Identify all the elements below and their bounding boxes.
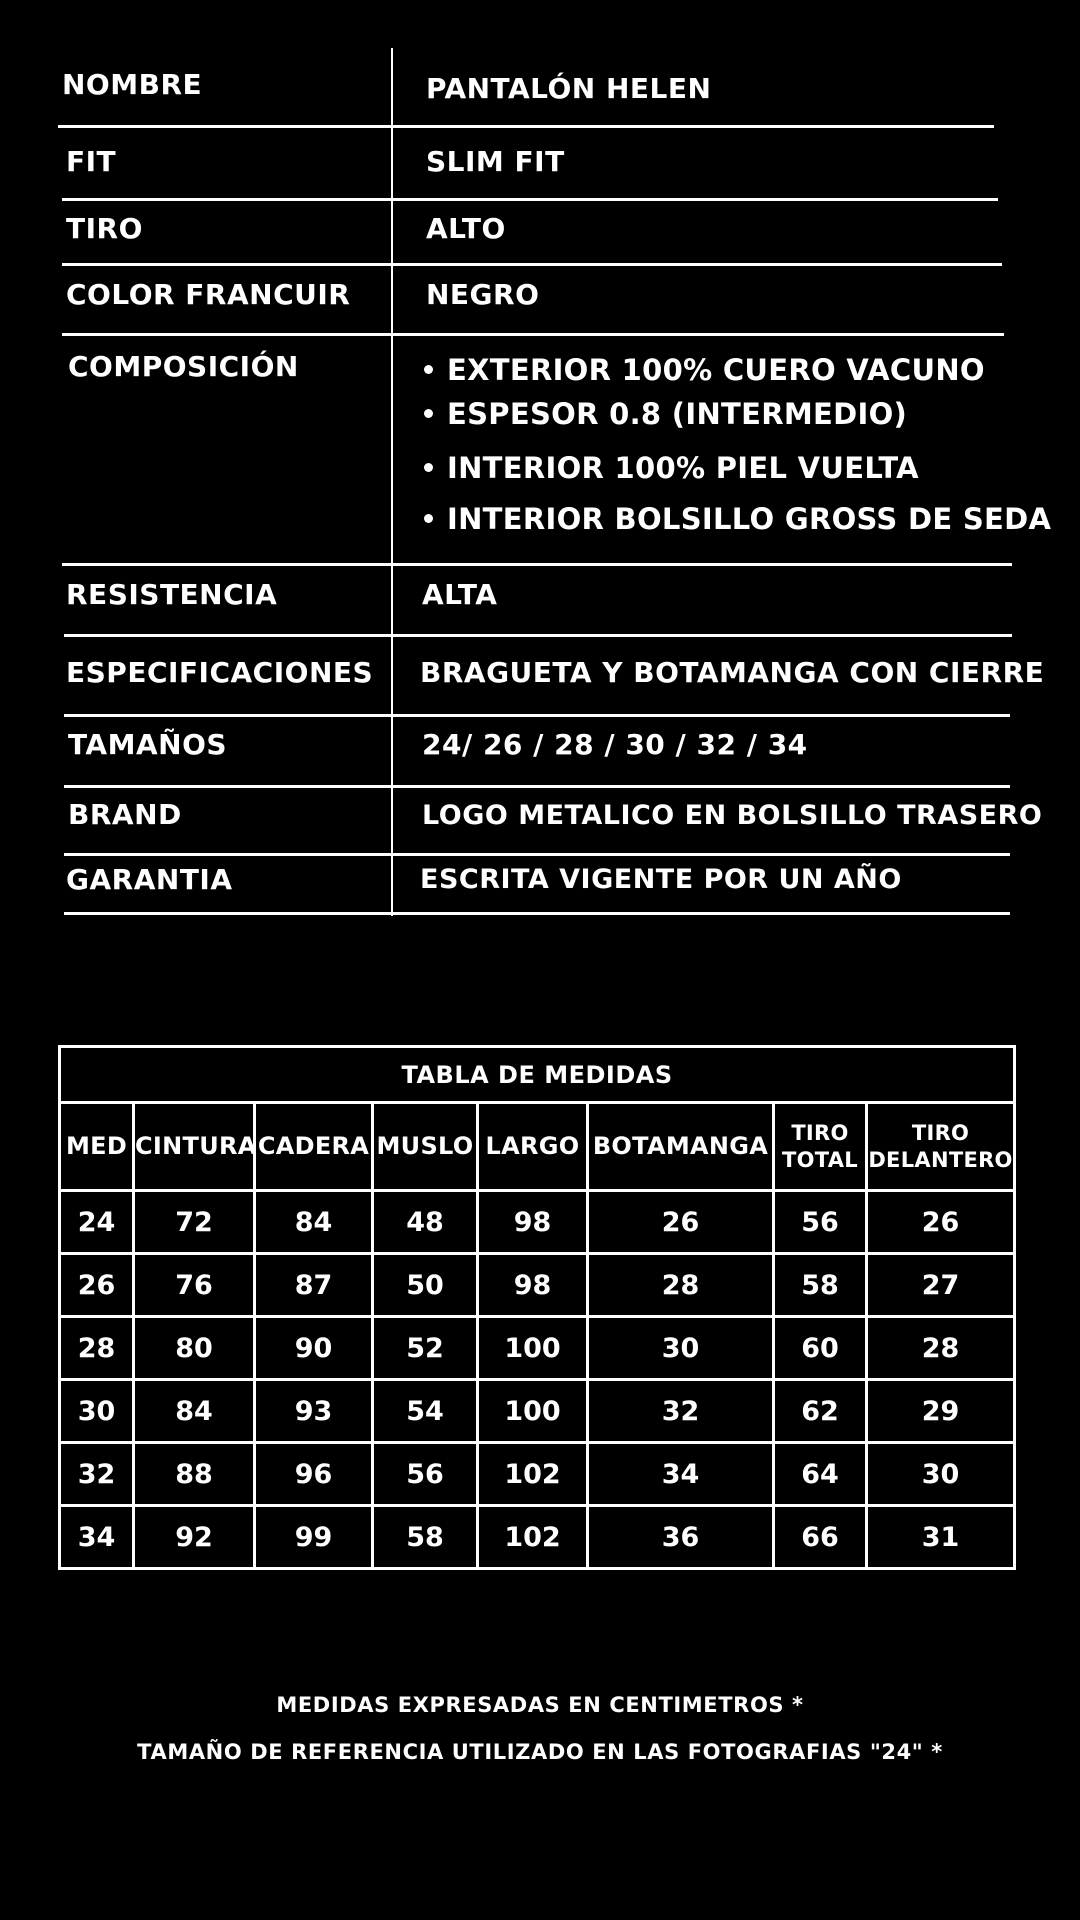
table-cell: 28 <box>867 1317 1015 1380</box>
table-cell: 58 <box>373 1506 478 1569</box>
table-cell: 72 <box>134 1191 255 1254</box>
table-cell: 26 <box>60 1254 134 1317</box>
bullet-icon <box>424 463 433 472</box>
size-table-title: TABLA DE MEDIDAS <box>60 1047 1015 1103</box>
table-cell: 66 <box>774 1506 867 1569</box>
table-cell: 90 <box>255 1317 373 1380</box>
table-cell: 84 <box>255 1191 373 1254</box>
spec-label-tamanos: TAMAÑOS <box>68 728 228 761</box>
size-table-header-row <box>60 1103 1015 1191</box>
bullet-icon <box>424 409 433 418</box>
composition-item <box>424 353 985 387</box>
spec-label-brand: BRAND <box>68 798 182 831</box>
spec-label-garantia: GARANTIA <box>66 863 233 896</box>
spec-value-nombre: PANTALÓN HELEN <box>426 72 712 105</box>
table-row <box>60 1506 1015 1569</box>
composition-item <box>424 451 919 485</box>
table-cell: 30 <box>867 1443 1015 1506</box>
table-cell: 27 <box>867 1254 1015 1317</box>
note-units: MEDIDAS EXPRESADAS EN CENTIMETROS * <box>276 1693 804 1717</box>
table-cell: 87 <box>255 1254 373 1317</box>
header-botamanga: BOTAMANGA <box>588 1103 774 1191</box>
size-table <box>58 1045 1016 1570</box>
table-cell: 93 <box>255 1380 373 1443</box>
row-rule <box>64 853 1010 856</box>
table-row <box>60 1317 1015 1380</box>
table-cell: 62 <box>774 1380 867 1443</box>
table-cell: 24 <box>60 1191 134 1254</box>
note-reference-size: TAMAÑO DE REFERENCIA UTILIZADO EN LAS FOTOGRAFIAS "24" * <box>137 1740 943 1764</box>
table-cell: 31 <box>867 1506 1015 1569</box>
table-cell: 58 <box>774 1254 867 1317</box>
table-cell: 48 <box>373 1191 478 1254</box>
table-cell: 36 <box>588 1506 774 1569</box>
table-cell: 98 <box>478 1254 588 1317</box>
bullet-icon <box>424 365 433 374</box>
header-tiro-total: TIRO TOTAL <box>774 1103 867 1191</box>
header-tiro-delantero: TIRO DELANTERO <box>867 1103 1015 1191</box>
table-cell: 52 <box>373 1317 478 1380</box>
row-rule <box>62 198 998 201</box>
table-cell: 88 <box>134 1443 255 1506</box>
table-cell: 34 <box>588 1443 774 1506</box>
composition-item-text: INTERIOR BOLSILLO GROSS DE SEDA <box>447 502 1052 536</box>
spec-value-color: NEGRO <box>426 278 540 311</box>
table-cell: 84 <box>134 1380 255 1443</box>
header-muslo: MUSLO <box>373 1103 478 1191</box>
table-cell: 26 <box>867 1191 1015 1254</box>
table-cell: 60 <box>774 1317 867 1380</box>
table-cell: 28 <box>588 1254 774 1317</box>
spec-label-color: COLOR FRANCUIR <box>66 278 351 311</box>
row-rule <box>62 333 1004 336</box>
composition-item-text: ESPESOR 0.8 (INTERMEDIO) <box>447 397 908 431</box>
table-cell: 34 <box>60 1506 134 1569</box>
table-cell: 80 <box>134 1317 255 1380</box>
spec-value-brand: LOGO METALICO EN BOLSILLO TRASERO <box>422 800 1043 831</box>
header-cintura: CINTURA <box>134 1103 255 1191</box>
table-cell: 32 <box>60 1443 134 1506</box>
composition-item <box>424 502 1051 536</box>
table-cell: 28 <box>60 1317 134 1380</box>
row-rule <box>64 912 1010 915</box>
table-cell: 54 <box>373 1380 478 1443</box>
table-cell: 102 <box>478 1443 588 1506</box>
product-spec-sheet <box>0 0 1080 920</box>
row-rule <box>64 714 1010 717</box>
row-rule <box>64 634 1012 637</box>
table-cell: 29 <box>867 1380 1015 1443</box>
row-rule <box>58 125 994 128</box>
table-cell: 102 <box>478 1506 588 1569</box>
table-cell: 50 <box>373 1254 478 1317</box>
bullet-icon <box>424 514 433 523</box>
table-cell: 92 <box>134 1506 255 1569</box>
table-cell: 100 <box>478 1317 588 1380</box>
spec-label-nombre: NOMBRE <box>62 68 203 101</box>
row-rule <box>64 785 1010 788</box>
spec-label-especificaciones: ESPECIFICACIONES <box>66 656 374 689</box>
table-row <box>60 1443 1015 1506</box>
table-cell: 56 <box>774 1191 867 1254</box>
spec-value-resistencia: ALTA <box>422 578 498 611</box>
spec-value-tiro: ALTO <box>426 212 506 245</box>
spec-value-tamanos: 24/ 26 / 28 / 30 / 32 / 34 <box>422 728 808 761</box>
header-largo: LARGO <box>478 1103 588 1191</box>
table-row <box>60 1191 1015 1254</box>
composition-item-text: INTERIOR 100% PIEL VUELTA <box>447 451 919 485</box>
composition-item-text: EXTERIOR 100% CUERO VACUNO <box>447 353 985 387</box>
size-table-body <box>60 1191 1015 1569</box>
spec-value-fit: SLIM FIT <box>426 145 565 178</box>
table-row <box>60 1380 1015 1443</box>
table-cell: 76 <box>134 1254 255 1317</box>
spec-label-composicion: COMPOSICIÓN <box>68 350 299 383</box>
table-cell: 64 <box>774 1443 867 1506</box>
table-cell: 99 <box>255 1506 373 1569</box>
header-cadera: CADERA <box>255 1103 373 1191</box>
row-rule <box>62 563 1012 566</box>
row-rule <box>62 263 1002 266</box>
table-cell: 56 <box>373 1443 478 1506</box>
table-cell: 96 <box>255 1443 373 1506</box>
table-cell: 98 <box>478 1191 588 1254</box>
spec-label-resistencia: RESISTENCIA <box>66 578 278 611</box>
table-cell: 32 <box>588 1380 774 1443</box>
spec-label-tiro: TIRO <box>66 212 143 245</box>
spec-label-fit: FIT <box>66 145 117 178</box>
spec-value-garantia: ESCRITA VIGENTE POR UN AÑO <box>420 864 902 895</box>
composition-item <box>424 397 907 431</box>
spec-value-especificaciones: BRAGUETA Y BOTAMANGA CON CIERRE <box>420 656 1045 689</box>
table-row <box>60 1254 1015 1317</box>
table-cell: 100 <box>478 1380 588 1443</box>
table-cell: 30 <box>60 1380 134 1443</box>
table-cell: 26 <box>588 1191 774 1254</box>
header-med: MED <box>60 1103 134 1191</box>
table-cell: 30 <box>588 1317 774 1380</box>
